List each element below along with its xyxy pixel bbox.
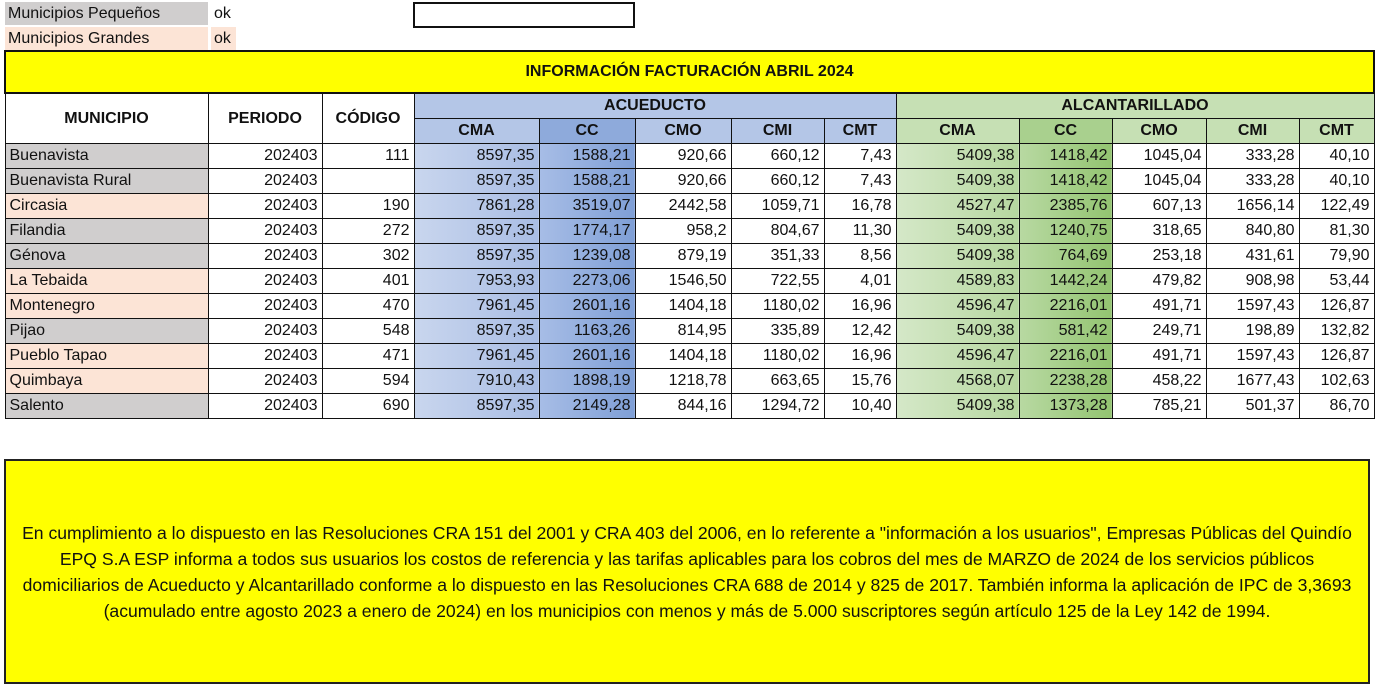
cell-alc-cmi: 333,28 (1206, 169, 1299, 194)
table-row (5, 394, 1374, 419)
cell-periodo: 202403 (208, 294, 322, 319)
header-alcantarillado: ALCANTARILLADO (896, 93, 1374, 119)
cell-alc-cmo: 607,13 (1112, 194, 1206, 219)
header-codigo: CÓDIGO (322, 93, 414, 144)
table-row (5, 169, 1374, 194)
cell-municipio: Circasia (5, 194, 208, 219)
table-row (5, 244, 1374, 269)
cell-acu-cma: 8597,35 (414, 169, 539, 194)
cell-alc-cmt: 40,10 (1299, 169, 1374, 194)
cell-acu-cmt: 15,76 (824, 369, 896, 394)
cell-acu-cmo: 879,19 (635, 244, 731, 269)
cell-acu-cc: 1774,17 (539, 219, 635, 244)
cell-periodo: 202403 (208, 244, 322, 269)
cell-acu-cmo: 1218,78 (635, 369, 731, 394)
cell-acu-cc: 1163,26 (539, 319, 635, 344)
cell-acu-cma: 7961,45 (414, 294, 539, 319)
cell-acu-cmo: 1404,18 (635, 294, 731, 319)
cell-alc-cma: 4596,47 (896, 344, 1019, 369)
cell-alc-cmo: 318,65 (1112, 219, 1206, 244)
header-alc-cmo: CMO (1112, 119, 1206, 144)
cell-alc-cmo: 491,71 (1112, 344, 1206, 369)
table-body (5, 144, 1374, 419)
cell-acu-cmi: 1294,72 (731, 394, 824, 419)
cell-acu-cc: 1239,08 (539, 244, 635, 269)
cell-alc-cmt: 102,63 (1299, 369, 1374, 394)
cell-acu-cmi: 1059,71 (731, 194, 824, 219)
cell-alc-cmo: 1045,04 (1112, 169, 1206, 194)
cell-acu-cma: 7953,93 (414, 269, 539, 294)
table-row (5, 344, 1374, 369)
cell-codigo: 471 (322, 344, 414, 369)
cell-acu-cmo: 920,66 (635, 144, 731, 169)
cell-acu-cmt: 8,56 (824, 244, 896, 269)
cell-acu-cmi: 1180,02 (731, 294, 824, 319)
cell-municipio: Pueblo Tapao (5, 344, 208, 369)
cell-acu-cc: 2601,16 (539, 344, 635, 369)
cell-acu-cmt: 10,40 (824, 394, 896, 419)
cell-municipio: Pijao (5, 319, 208, 344)
cell-alc-cmi: 908,98 (1206, 269, 1299, 294)
cell-acu-cc: 1898,19 (539, 369, 635, 394)
cell-alc-cc: 1240,75 (1019, 219, 1112, 244)
cell-acu-cma: 7910,43 (414, 369, 539, 394)
cell-alc-cmo: 785,21 (1112, 394, 1206, 419)
cell-acu-cma: 7961,45 (414, 344, 539, 369)
cell-acu-cma: 8597,35 (414, 144, 539, 169)
cell-acu-cc: 2273,06 (539, 269, 635, 294)
header-acu-cc: CC (539, 119, 635, 144)
cell-alc-cmt: 122,49 (1299, 194, 1374, 219)
cell-alc-cmi: 1597,43 (1206, 344, 1299, 369)
cell-alc-cma: 5409,38 (896, 219, 1019, 244)
header-municipio: MUNICIPIO (5, 93, 208, 144)
legend-large-value: ok (211, 27, 236, 50)
cell-alc-cmi: 198,89 (1206, 319, 1299, 344)
cell-alc-cmt: 132,82 (1299, 319, 1374, 344)
cell-acu-cma: 8597,35 (414, 394, 539, 419)
cell-periodo: 202403 (208, 169, 322, 194)
cell-alc-cc: 1442,24 (1019, 269, 1112, 294)
cell-acu-cmo: 1546,50 (635, 269, 731, 294)
cell-acu-cmo: 1404,18 (635, 344, 731, 369)
cell-municipio: Filandia (5, 219, 208, 244)
header-acu-cma: CMA (414, 119, 539, 144)
header-acueducto: ACUEDUCTO (414, 93, 896, 119)
cell-alc-cmo: 479,82 (1112, 269, 1206, 294)
cell-municipio: Quimbaya (5, 369, 208, 394)
cell-acu-cmt: 7,43 (824, 169, 896, 194)
cell-periodo: 202403 (208, 394, 322, 419)
cell-municipio: Salento (5, 394, 208, 419)
header-acu-cmi: CMI (731, 119, 824, 144)
cell-acu-cmt: 4,01 (824, 269, 896, 294)
cell-codigo (322, 169, 414, 194)
cell-alc-cmt: 126,87 (1299, 344, 1374, 369)
cell-acu-cma: 8597,35 (414, 219, 539, 244)
cell-acu-cmt: 12,42 (824, 319, 896, 344)
cell-acu-cmo: 814,95 (635, 319, 731, 344)
cell-alc-cmi: 1597,43 (1206, 294, 1299, 319)
header-acu-cmo: CMO (635, 119, 731, 144)
cell-alc-cma: 4596,47 (896, 294, 1019, 319)
cell-alc-cma: 4527,47 (896, 194, 1019, 219)
table-title: INFORMACIÓN FACTURACIÓN ABRIL 2024 (5, 51, 1374, 93)
table-row (5, 294, 1374, 319)
cell-acu-cc: 2601,16 (539, 294, 635, 319)
cell-periodo: 202403 (208, 194, 322, 219)
cell-municipio: La Tebaida (5, 269, 208, 294)
cell-acu-cmi: 351,33 (731, 244, 824, 269)
legal-notice-text: En cumplimiento a lo dispuesto en las Resoluciones CRA 151 del 2001 y CRA 403 del 2006, en lo referente a "información a los usuarios", Empresas Públicas del Quindío EPQ S.A ESP informa a todos sus usuarios los costos de referencia y las tarifas aplicables para los cobros del mes de MARZO de 2024 de los servicios públicos domiciliarios de Acueducto y Alcantarillado conforme a lo dispuesto en las Resoluciones CRA 688 de 2014 y 825 de 2017. También informa la aplicación de IPC de 3,3693 (acumulado entre agosto 2023 a enero de 2024) en los municipios con menos y más de 5.000 suscriptores según artículo 125 de la Ley 142 de 1994. (22, 522, 1352, 621)
cell-periodo: 202403 (208, 144, 322, 169)
cell-alc-cmt: 81,30 (1299, 219, 1374, 244)
cell-acu-cma: 8597,35 (414, 244, 539, 269)
cell-acu-cmi: 663,65 (731, 369, 824, 394)
header-alc-cmt: CMT (1299, 119, 1374, 144)
cell-alc-cma: 4568,07 (896, 369, 1019, 394)
header-alc-cc: CC (1019, 119, 1112, 144)
cell-municipio: Génova (5, 244, 208, 269)
table-row (5, 144, 1374, 169)
cell-alc-cc: 764,69 (1019, 244, 1112, 269)
cell-alc-cma: 5409,38 (896, 319, 1019, 344)
cell-alc-cma: 4589,83 (896, 269, 1019, 294)
table-row (5, 369, 1374, 394)
header-alc-cmi: CMI (1206, 119, 1299, 144)
cell-alc-cmo: 249,71 (1112, 319, 1206, 344)
cell-alc-cc: 1418,42 (1019, 144, 1112, 169)
cell-alc-cmi: 333,28 (1206, 144, 1299, 169)
cell-acu-cc: 1588,21 (539, 169, 635, 194)
cell-alc-cmi: 1656,14 (1206, 194, 1299, 219)
legend-large-label: Municipios Grandes (5, 27, 208, 50)
table-row (5, 219, 1374, 244)
cell-codigo: 594 (322, 369, 414, 394)
cell-periodo: 202403 (208, 344, 322, 369)
cell-periodo: 202403 (208, 219, 322, 244)
cell-acu-cmt: 16,96 (824, 294, 896, 319)
cell-alc-cma: 5409,38 (896, 169, 1019, 194)
cell-acu-cmi: 722,55 (731, 269, 824, 294)
cell-alc-cc: 2216,01 (1019, 294, 1112, 319)
table-row (5, 269, 1374, 294)
cell-acu-cmo: 844,16 (635, 394, 731, 419)
cell-acu-cc: 3519,07 (539, 194, 635, 219)
cell-codigo: 470 (322, 294, 414, 319)
cell-alc-cma: 5409,38 (896, 244, 1019, 269)
cell-acu-cma: 7861,28 (414, 194, 539, 219)
header-alc-cma: CMA (896, 119, 1019, 144)
cell-alc-cma: 5409,38 (896, 394, 1019, 419)
cell-alc-cc: 2216,01 (1019, 344, 1112, 369)
cell-codigo: 401 (322, 269, 414, 294)
cell-alc-cmi: 501,37 (1206, 394, 1299, 419)
cell-alc-cmo: 1045,04 (1112, 144, 1206, 169)
cell-acu-cmt: 7,43 (824, 144, 896, 169)
header-acu-cmt: CMT (824, 119, 896, 144)
cell-alc-cmt: 40,10 (1299, 144, 1374, 169)
cell-alc-cc: 581,42 (1019, 319, 1112, 344)
cell-acu-cc: 1588,21 (539, 144, 635, 169)
cell-alc-cmt: 53,44 (1299, 269, 1374, 294)
cell-alc-cmt: 86,70 (1299, 394, 1374, 419)
cell-acu-cmo: 920,66 (635, 169, 731, 194)
cell-alc-cc: 2238,28 (1019, 369, 1112, 394)
cell-acu-cmi: 804,67 (731, 219, 824, 244)
cell-codigo: 548 (322, 319, 414, 344)
cell-alc-cmt: 79,90 (1299, 244, 1374, 269)
cell-acu-cmo: 958,2 (635, 219, 731, 244)
cell-acu-cmi: 335,89 (731, 319, 824, 344)
cell-municipio: Buenavista Rural (5, 169, 208, 194)
cell-codigo: 302 (322, 244, 414, 269)
cell-codigo: 272 (322, 219, 414, 244)
header-periodo: PERIODO (208, 93, 322, 144)
cell-alc-cmi: 840,80 (1206, 219, 1299, 244)
cell-alc-cc: 1373,28 (1019, 394, 1112, 419)
cell-alc-cmt: 126,87 (1299, 294, 1374, 319)
cell-acu-cmt: 16,96 (824, 344, 896, 369)
billing-table (4, 50, 1375, 419)
cell-acu-cmi: 660,12 (731, 169, 824, 194)
cell-municipio: Montenegro (5, 294, 208, 319)
legend-small-value: ok (214, 5, 231, 22)
cell-acu-cc: 2149,28 (539, 394, 635, 419)
cell-codigo: 690 (322, 394, 414, 419)
cell-acu-cmo: 2442,58 (635, 194, 731, 219)
cell-periodo: 202403 (208, 319, 322, 344)
table-row (5, 319, 1374, 344)
cell-alc-cmo: 491,71 (1112, 294, 1206, 319)
cell-acu-cma: 8597,35 (414, 319, 539, 344)
cell-alc-cc: 2385,76 (1019, 194, 1112, 219)
cell-alc-cma: 5409,38 (896, 144, 1019, 169)
cell-periodo: 202403 (208, 269, 322, 294)
empty-input-cell[interactable] (413, 2, 635, 28)
cell-alc-cc: 1418,42 (1019, 169, 1112, 194)
cell-periodo: 202403 (208, 369, 322, 394)
cell-codigo: 111 (322, 144, 414, 169)
cell-acu-cmi: 660,12 (731, 144, 824, 169)
cell-acu-cmt: 11,30 (824, 219, 896, 244)
cell-acu-cmi: 1180,02 (731, 344, 824, 369)
cell-alc-cmo: 253,18 (1112, 244, 1206, 269)
legend-small-label: Municipios Pequeños (5, 2, 208, 25)
cell-alc-cmi: 1677,43 (1206, 369, 1299, 394)
cell-alc-cmi: 431,61 (1206, 244, 1299, 269)
cell-alc-cmo: 458,22 (1112, 369, 1206, 394)
cell-acu-cmt: 16,78 (824, 194, 896, 219)
cell-municipio: Buenavista (5, 144, 208, 169)
table-row (5, 194, 1374, 219)
legal-notice (4, 459, 1370, 684)
cell-codigo: 190 (322, 194, 414, 219)
